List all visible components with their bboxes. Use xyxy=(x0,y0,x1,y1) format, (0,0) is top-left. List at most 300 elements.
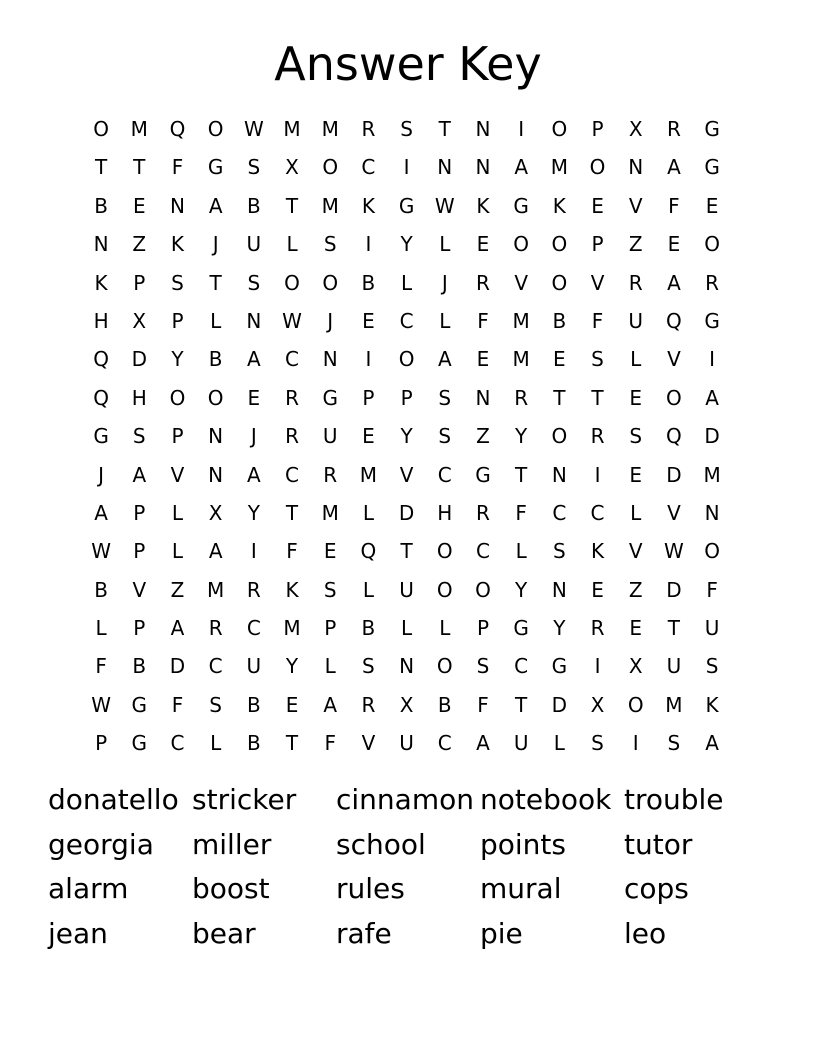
grid-letter: E xyxy=(362,424,375,449)
grid-row xyxy=(82,187,732,225)
word-list-item: points xyxy=(480,827,566,861)
grid-letter: O xyxy=(436,654,453,679)
grid-letter: S xyxy=(552,539,566,564)
grid-letter: U xyxy=(246,654,262,679)
grid-letter: B xyxy=(208,347,223,372)
grid-letter: N xyxy=(628,155,644,180)
grid-letter: S xyxy=(171,270,184,295)
grid-letter: N xyxy=(93,232,109,257)
grid-letter: R xyxy=(285,424,299,449)
grid-letter: O xyxy=(436,577,453,602)
grid-letter: F xyxy=(171,155,184,180)
grid-letter: P xyxy=(476,616,489,641)
grid-letter: C xyxy=(437,731,452,756)
grid-letter: S xyxy=(400,117,413,141)
grid-letter: I xyxy=(403,155,410,180)
grid-letter: A xyxy=(667,270,681,295)
grid-letter: A xyxy=(170,616,185,641)
grid-letter: N xyxy=(475,155,491,180)
grid-letter: V xyxy=(667,347,681,372)
grid-letter: S xyxy=(132,424,146,449)
grid-letter: U xyxy=(399,731,414,756)
grid-letter: U xyxy=(246,232,262,257)
grid-letter: X xyxy=(399,692,414,717)
grid-letter: S xyxy=(591,731,604,756)
grid-letter: I xyxy=(632,731,639,756)
grid-letter: R xyxy=(705,270,720,295)
grid-letter: V xyxy=(514,270,528,295)
grid-letter: N xyxy=(208,424,224,449)
grid-letter: I xyxy=(365,232,372,257)
grid-letter: R xyxy=(590,616,605,641)
word-list-item: donatello xyxy=(48,783,179,816)
grid-letter: G xyxy=(131,731,148,756)
grid-letter: S xyxy=(323,577,337,602)
grid-letter: X xyxy=(590,692,605,717)
grid-letter: P xyxy=(591,232,604,257)
grid-letter: C xyxy=(552,500,567,525)
grid-letter: G xyxy=(322,385,338,410)
grid-letter: C xyxy=(285,462,300,487)
grid-letter: S xyxy=(476,654,490,679)
grid-letter: R xyxy=(628,270,643,295)
grid-letter: E xyxy=(285,692,299,717)
word-list-item: notebook xyxy=(480,783,612,816)
grid-letter: G xyxy=(513,616,529,641)
grid-letter: O xyxy=(436,539,453,564)
grid-letter: T xyxy=(553,385,566,410)
grid-letter: R xyxy=(666,117,681,141)
word-list-item: alarm xyxy=(48,872,129,906)
grid-letter: C xyxy=(514,654,529,679)
grid-letter: M xyxy=(512,347,530,372)
grid-letter: V xyxy=(170,462,185,487)
grid-letter: X xyxy=(628,117,643,141)
grid-letter: F xyxy=(286,539,298,564)
grid-letter: Y xyxy=(247,500,260,525)
grid-letter: H xyxy=(437,500,453,525)
grid-letter: C xyxy=(361,155,376,180)
grid-letter: B xyxy=(437,692,452,717)
grid-letter: W xyxy=(282,308,302,333)
grid-letter: F xyxy=(477,692,489,717)
grid-letter: L xyxy=(286,232,298,257)
grid-letter: D xyxy=(131,347,147,372)
grid-letter: O xyxy=(551,117,568,141)
grid-letter: A xyxy=(514,155,528,180)
grid-letter: B xyxy=(132,654,147,679)
grid-letter: W xyxy=(434,193,455,218)
grid-letter: A xyxy=(208,539,223,564)
grid-letter: E xyxy=(132,193,146,218)
grid-letter: S xyxy=(362,654,375,679)
grid-letter: S xyxy=(247,270,261,295)
grid-letter: V xyxy=(667,500,681,525)
grid-letter: B xyxy=(361,616,376,641)
grid-letter: Y xyxy=(285,654,299,679)
grid-row xyxy=(82,571,732,609)
grid-row xyxy=(82,724,732,762)
grid-letter: Z xyxy=(132,232,147,257)
grid-letter: D xyxy=(666,462,682,487)
grid-letter: C xyxy=(285,347,300,372)
grid-letter: M xyxy=(665,692,683,717)
grid-letter: A xyxy=(667,155,681,180)
grid-letter: N xyxy=(208,462,224,487)
grid-letter: O xyxy=(551,232,568,257)
grid-letter: B xyxy=(361,270,376,295)
grid-letter: G xyxy=(398,193,415,218)
word-list-item: boost xyxy=(192,872,270,906)
grid-letter: Y xyxy=(553,616,566,641)
grid-letter: R xyxy=(514,385,529,410)
grid-row xyxy=(82,609,732,647)
grid-row xyxy=(82,532,732,570)
grid-letter: I xyxy=(250,539,257,564)
grid-letter: Q xyxy=(360,539,377,564)
grid-letter: M xyxy=(321,117,339,141)
grid-letter: P xyxy=(133,539,146,564)
grid-letter: Q xyxy=(666,424,682,449)
grid-letter: Z xyxy=(476,424,490,449)
grid-row xyxy=(82,110,732,148)
grid-letter: N xyxy=(551,577,567,602)
grid-letter: W xyxy=(91,692,111,717)
grid-letter: N xyxy=(437,155,453,180)
grid-letter: S xyxy=(591,347,604,372)
grid-letter: L xyxy=(95,616,107,641)
grid-letter: D xyxy=(169,654,186,679)
grid-row xyxy=(82,686,732,724)
grid-letter: S xyxy=(629,424,643,449)
grid-letter: L xyxy=(630,347,642,372)
grid-letter: U xyxy=(666,654,682,679)
grid-letter: E xyxy=(476,232,490,257)
grid-letter: J xyxy=(250,424,257,449)
grid-row xyxy=(82,494,732,532)
grid-letter: L xyxy=(630,500,642,525)
grid-letter: P xyxy=(171,308,184,333)
grid-letter: A xyxy=(705,731,719,756)
grid-letter: S xyxy=(247,155,261,180)
grid-letter: T xyxy=(667,616,681,641)
grid-letter: G xyxy=(704,308,720,333)
grid-letter: T xyxy=(285,731,299,756)
grid-letter: G xyxy=(704,117,720,141)
grid-letter: I xyxy=(365,347,372,372)
grid-row xyxy=(82,456,732,494)
grid-letter: L xyxy=(553,731,565,756)
grid-letter: N xyxy=(322,347,338,372)
grid-row xyxy=(82,379,732,417)
grid-letter: K xyxy=(94,270,108,295)
grid-letter: Q xyxy=(666,308,682,333)
grid-letter: R xyxy=(208,616,223,641)
grid-letter: O xyxy=(169,385,186,410)
grid-letter: L xyxy=(171,539,184,564)
grid-letter: G xyxy=(704,155,720,180)
grid-letter: M xyxy=(207,577,225,602)
word-list xyxy=(48,778,768,957)
grid-letter: M xyxy=(703,462,721,487)
grid-letter: E xyxy=(362,308,375,333)
grid-letter: V xyxy=(132,577,147,602)
grid-letter: K xyxy=(285,577,299,602)
grid-letter: Q xyxy=(169,117,186,141)
grid-letter: C xyxy=(475,539,490,564)
grid-letter: N xyxy=(475,117,491,141)
grid-letter: I xyxy=(709,347,716,372)
grid-letter: I xyxy=(594,654,601,679)
grid-letter: U xyxy=(399,577,414,602)
grid-letter: Y xyxy=(515,424,528,449)
grid-letter: O xyxy=(93,117,109,141)
grid-letter: M xyxy=(512,308,530,333)
grid-letter: L xyxy=(515,539,527,564)
grid-letter: P xyxy=(362,385,375,410)
grid-letter: L xyxy=(401,616,413,641)
grid-letter: L xyxy=(439,232,451,257)
grid-letter: B xyxy=(246,193,261,218)
grid-letter: E xyxy=(591,577,604,602)
grid-row xyxy=(82,417,732,455)
grid-letter: R xyxy=(361,117,376,141)
grid-letter: K xyxy=(170,232,185,257)
word-list-item: pie xyxy=(480,917,523,951)
grid-letter: O xyxy=(666,385,682,410)
word-list-item: trouble xyxy=(624,783,724,816)
grid-letter: B xyxy=(94,193,108,218)
grid-letter: B xyxy=(246,731,261,756)
grid-letter: Y xyxy=(400,424,413,449)
grid-letter: D xyxy=(398,500,415,525)
grid-letter: F xyxy=(706,577,718,602)
grid-letter: U xyxy=(628,308,644,333)
grid-letter: V xyxy=(590,270,605,295)
grid-letter: C xyxy=(437,462,452,487)
grid-letter: R xyxy=(246,577,261,602)
grid-letter: E xyxy=(705,193,719,218)
grid-letter: Z xyxy=(170,577,185,602)
grid-letter: M xyxy=(321,500,339,525)
word-list-row xyxy=(48,912,768,957)
grid-letter: X xyxy=(628,654,643,679)
grid-letter: O xyxy=(207,385,224,410)
grid-letter: T xyxy=(591,385,604,410)
grid-letter: X xyxy=(285,155,299,180)
word-list-item: jean xyxy=(48,917,108,951)
grid-letter: Z xyxy=(628,577,643,602)
grid-letter: K xyxy=(552,193,566,218)
grid-letter: J xyxy=(212,232,219,257)
word-list-item: leo xyxy=(624,917,667,951)
grid-letter: N xyxy=(246,308,262,333)
grid-letter: O xyxy=(513,232,530,257)
grid-letter: C xyxy=(399,308,414,333)
grid-letter: T xyxy=(285,193,299,218)
word-list-item: cops xyxy=(624,872,689,906)
grid-letter: R xyxy=(476,500,490,525)
grid-letter: F xyxy=(477,308,489,333)
grid-letter: L xyxy=(210,731,222,756)
grid-letter: E xyxy=(667,232,681,257)
grid-letter: L xyxy=(362,577,374,602)
grid-letter: U xyxy=(704,616,720,641)
grid-letter: P xyxy=(95,731,108,756)
grid-letter: L xyxy=(439,308,451,333)
grid-letter: U xyxy=(513,731,529,756)
grid-letter: V xyxy=(628,539,643,564)
grid-letter: L xyxy=(210,308,222,333)
grid-letter: M xyxy=(130,117,148,141)
grid-letter: P xyxy=(133,616,146,641)
word-list-item: school xyxy=(336,827,426,861)
grid-letter: E xyxy=(629,462,643,487)
grid-row xyxy=(82,225,732,263)
grid-letter: S xyxy=(209,692,222,717)
grid-letter: I xyxy=(518,117,525,141)
grid-letter: P xyxy=(591,117,604,141)
grid-letter: D xyxy=(704,424,720,449)
grid-letter: M xyxy=(321,193,339,218)
grid-letter: T xyxy=(285,500,299,525)
grid-letter: O xyxy=(627,692,644,717)
grid-letter: M xyxy=(283,117,301,141)
grid-letter: P xyxy=(324,616,337,641)
grid-letter: V xyxy=(399,462,414,487)
grid-letter: L xyxy=(171,500,184,525)
grid-letter: O xyxy=(704,232,720,257)
grid-row xyxy=(82,340,732,378)
grid-letter: Q xyxy=(93,385,109,410)
grid-letter: O xyxy=(398,347,415,372)
grid-letter: S xyxy=(438,385,452,410)
grid-letter: H xyxy=(93,308,109,333)
grid-letter: A xyxy=(132,462,147,487)
grid-letter: R xyxy=(361,692,376,717)
grid-letter: A xyxy=(323,692,338,717)
word-search-grid xyxy=(82,110,732,763)
grid-letter: O xyxy=(284,270,300,295)
grid-letter: T xyxy=(515,462,528,487)
grid-letter: G xyxy=(551,654,568,679)
grid-letter: T xyxy=(515,692,528,717)
grid-letter: N xyxy=(704,500,720,525)
word-list-item: tutor xyxy=(624,827,693,861)
grid-letter: Y xyxy=(515,577,528,602)
grid-letter: W xyxy=(664,539,684,564)
grid-row xyxy=(82,148,732,186)
grid-letter: A xyxy=(247,462,261,487)
word-list-row xyxy=(48,823,768,868)
grid-letter: O xyxy=(475,577,491,602)
grid-letter: A xyxy=(476,731,490,756)
word-list-item: georgia xyxy=(48,827,154,861)
grid-letter: Y xyxy=(171,347,184,372)
grid-letter: S xyxy=(323,232,337,257)
grid-letter: T xyxy=(438,117,451,141)
grid-letter: O xyxy=(207,117,224,141)
grid-row xyxy=(82,264,732,302)
grid-letter: W xyxy=(91,539,111,564)
grid-letter: Z xyxy=(628,232,643,257)
grid-letter: E xyxy=(591,193,604,218)
grid-letter: H xyxy=(131,385,147,410)
grid-letter: O xyxy=(704,539,720,564)
grid-letter: T xyxy=(133,155,146,180)
grid-letter: D xyxy=(666,577,682,602)
grid-letter: F xyxy=(591,308,604,333)
grid-letter: J xyxy=(327,308,334,333)
grid-letter: G xyxy=(93,424,109,449)
grid-letter: P xyxy=(400,385,413,410)
grid-letter: F xyxy=(95,654,107,679)
grid-letter: T xyxy=(400,539,413,564)
word-list-item: mural xyxy=(480,872,562,906)
grid-letter: P xyxy=(133,500,146,525)
grid-letter: N xyxy=(551,462,567,487)
grid-letter: L xyxy=(362,500,374,525)
grid-letter: F xyxy=(324,731,336,756)
grid-letter: G xyxy=(207,155,224,180)
grid-letter: X xyxy=(208,500,223,525)
grid-letter: N xyxy=(399,654,415,679)
word-list-item: miller xyxy=(192,827,272,861)
grid-letter: G xyxy=(475,462,491,487)
grid-letter: E xyxy=(247,385,261,410)
grid-letter: O xyxy=(551,424,568,449)
grid-letter: K xyxy=(705,692,719,717)
grid-letter: C xyxy=(590,500,605,525)
word-list-item: cinnamon xyxy=(336,783,474,816)
grid-letter: K xyxy=(590,539,605,564)
grid-letter: J xyxy=(98,462,105,487)
grid-letter: A xyxy=(437,347,452,372)
grid-letter: X xyxy=(132,308,147,333)
grid-letter: L xyxy=(439,616,451,641)
grid-letter: T xyxy=(209,270,222,295)
word-list-item: rules xyxy=(336,872,405,906)
grid-letter: E xyxy=(629,616,643,641)
grid-letter: O xyxy=(322,155,339,180)
grid-letter: R xyxy=(323,462,338,487)
grid-letter: P xyxy=(171,424,184,449)
grid-letter: L xyxy=(324,654,336,679)
grid-letter: G xyxy=(131,692,148,717)
grid-letter: D xyxy=(551,692,568,717)
grid-letter: M xyxy=(359,462,378,487)
grid-letter: R xyxy=(590,424,605,449)
grid-letter: L xyxy=(401,270,413,295)
grid-letter: V xyxy=(361,731,376,756)
grid-letter: I xyxy=(594,462,601,487)
grid-letter: B xyxy=(94,577,108,602)
grid-letter: P xyxy=(133,270,146,295)
grid-letter: B xyxy=(552,308,567,333)
grid-letter: Q xyxy=(93,347,109,372)
grid-letter: T xyxy=(94,155,108,180)
grid-letter: M xyxy=(283,616,301,641)
grid-letter: R xyxy=(285,385,299,410)
grid-letter: E xyxy=(629,385,643,410)
grid-letter: A xyxy=(247,347,261,372)
grid-letter: E xyxy=(553,347,566,372)
grid-letter: S xyxy=(705,654,719,679)
grid-letter: A xyxy=(208,193,223,218)
grid-letter: S xyxy=(667,731,681,756)
grid-letter: F xyxy=(171,692,184,717)
grid-letter: V xyxy=(628,193,643,218)
